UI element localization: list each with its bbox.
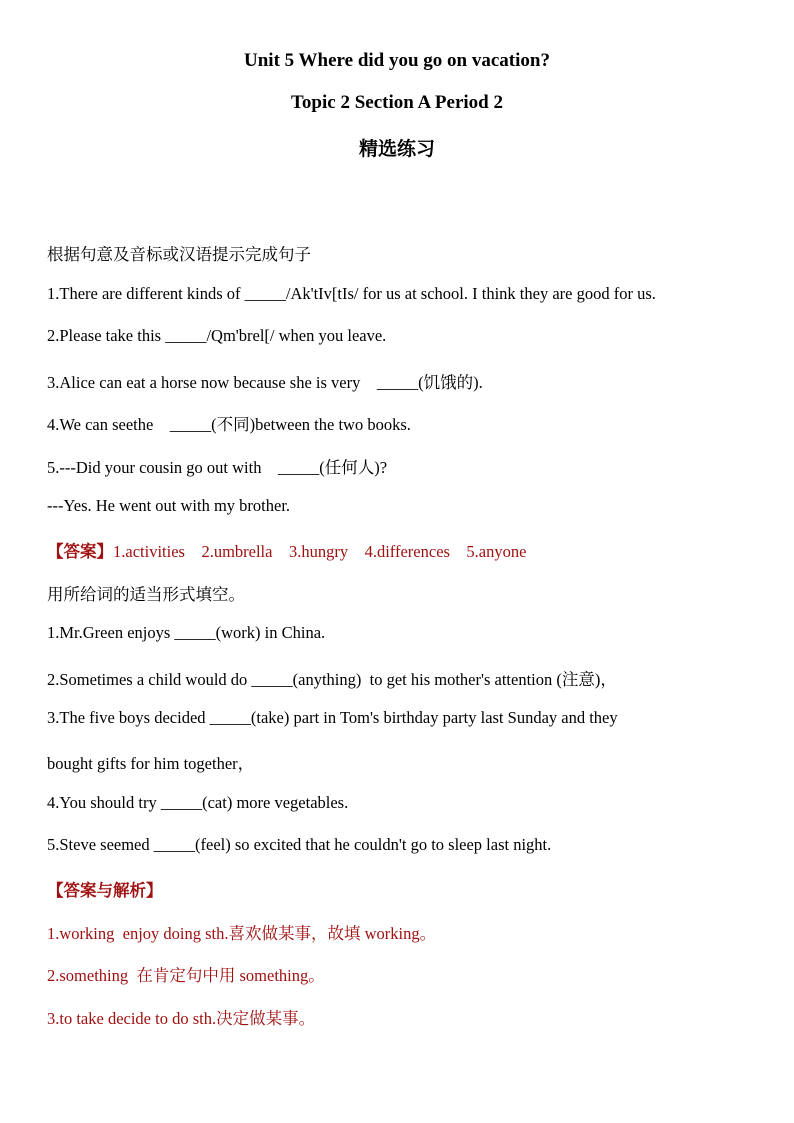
analysis-label: 【答案与解析】 — [47, 881, 163, 900]
part1-question-2: 2.Please take this _____/Qm'brel[/ when you leave. — [47, 326, 387, 345]
part1-question-5-reply: ---Yes. He went out with my brother. — [47, 496, 291, 515]
part2-question-1: 1.Mr.Green enjoys _____(work) in China. — [47, 623, 326, 642]
part2-question-4: 4.You should try _____(cat) more vegetables. — [47, 793, 349, 812]
part1-question-1: 1.There are different kinds of _____/Ak'tIv[tIs/ for us at school. I think they are good for us. — [47, 284, 656, 303]
analysis-answer-3: 3.to take decide to do sth.决定做某事。 — [47, 1009, 316, 1028]
answer-text: 1.activities 2.umbrella 3.hungry 4.differences 5.anyone — [113, 542, 527, 561]
answer-label: 【答案】 — [47, 542, 113, 561]
document-title: Unit 5 Where did you go on vacation? — [244, 50, 550, 71]
document-subtitle: Topic 2 Section A Period 2 — [290, 92, 503, 113]
analysis-answer-2: 2.something 在肯定句中用 something。 — [47, 966, 325, 985]
document-heading: 精选练习 — [358, 139, 435, 160]
part1-instruction: 根据句意及音标或汉语提示完成句子 — [47, 245, 311, 264]
part1-answers — [47, 538, 526, 562]
part1-question-5: 5.---Did your cousin go out with _____(任何人)? — [47, 458, 388, 477]
part1-question-4: 4.We can seethe _____(不同)between the two books. — [47, 415, 411, 434]
part2-question-5: 5.Steve seemed _____(feel) so excited that he couldn't go to sleep last night. — [47, 835, 552, 854]
part2-question-2: 2.Sometimes a child would do _____(anything) to get his mother's attention (注意)， — [47, 670, 617, 689]
part2-question-3-line2: bought gifts for him together， — [47, 754, 255, 773]
part1-question-3: 3.Alice can eat a horse now because she is very _____(饥饿的). — [47, 373, 483, 392]
part2-instruction: 用所给词的适当形式填空。 — [47, 585, 245, 604]
analysis-answer-1: 1.working enjoy doing sth.喜欢做某事，故填 working。 — [47, 924, 437, 943]
part2-question-3-line1: 3.The five boys decided _____(take) part in Tom's birthday party last Sunday and they — [47, 708, 618, 727]
